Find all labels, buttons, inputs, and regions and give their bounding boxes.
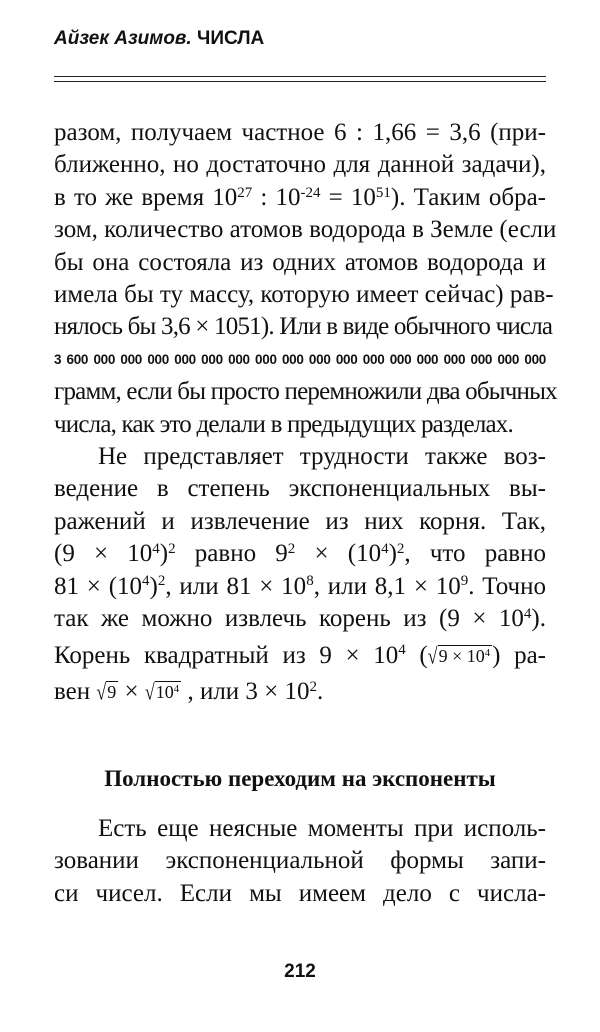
header-rule-top	[54, 76, 546, 77]
formula-line: так же можно извлечь корень из $(9 \times 10^4)$.	[54, 605, 546, 633]
text-line: ражений и извлечение из них корня. Так,	[54, 507, 546, 535]
main-text-continued	[54, 813, 546, 910]
text-line: нялось бы 3,6 × 1051). Или в виде обычного числа	[54, 313, 553, 341]
text-line: зом, количество атомов водорода в Земле (если	[54, 216, 557, 244]
text-line: бы она состояла из одних атомов водорода и	[54, 248, 546, 276]
text-line: разом, получаем частное 6 : 1,66 = 3,6 (при-	[54, 119, 546, 146]
header-rule-bottom	[54, 81, 546, 82]
text-line: числа, как это делали в предыдущих разделах.	[54, 410, 513, 438]
running-head-author: Айзек Азимов.	[54, 28, 192, 49]
running-head	[54, 28, 264, 50]
section-heading: Полностью переходим на экспоненты	[104, 766, 496, 791]
formula-line: $(9 \times 10^4)^2$ равно $9^2 \times (10^4)^2$, что равно	[54, 540, 546, 568]
running-head-title: ЧИСЛА	[196, 28, 265, 49]
square-root-expression: √9	[96, 679, 117, 705]
square-root-expression: $√9 \times 10^4$	[427, 643, 491, 669]
main-text	[54, 117, 557, 708]
formula-line: $81 \times (10^4)^2$, или $81 \times 10^8$, или $8,1 \times 10^9$. Точно	[54, 572, 547, 600]
formula-line: вен $√9 \times √10^4$ , или $3 \times 10^2$.	[54, 677, 324, 705]
formula-line: Корень квадратный из $9 \times 10^4$ $(√9 \times 10^4)$ ра-	[54, 641, 547, 669]
text-line: ближенно, но достаточно для данной задачи),	[54, 151, 546, 179]
text-line: ведение в степень экспоненциальных вы-	[54, 475, 546, 503]
large-number-line: 3 600 000 000 000 000 000 000 000 000 000 000 000 000 000 000 000 000 000	[54, 351, 546, 367]
text-line: Не представляет трудности также воз-	[98, 443, 546, 471]
square-root-expression: $√10^4$	[144, 679, 180, 705]
text-line: Есть еще неясные моменты при исполь-	[98, 815, 546, 842]
text-line: си чисел. Если мы имеем дело с числа-	[54, 879, 546, 907]
text-line: имела бы ту массу, которую имеет сейчас) рав-	[54, 281, 554, 309]
text-line: зовании экспоненциальной формы запи-	[54, 847, 546, 875]
text-line: грамм, если бы просто перемножили два обычных	[54, 378, 557, 406]
text-line: в то же время $10^{27}$ : $10^{-24} = 10^{51}$). Таким обра-	[54, 183, 546, 211]
page-number: 212	[284, 961, 316, 982]
